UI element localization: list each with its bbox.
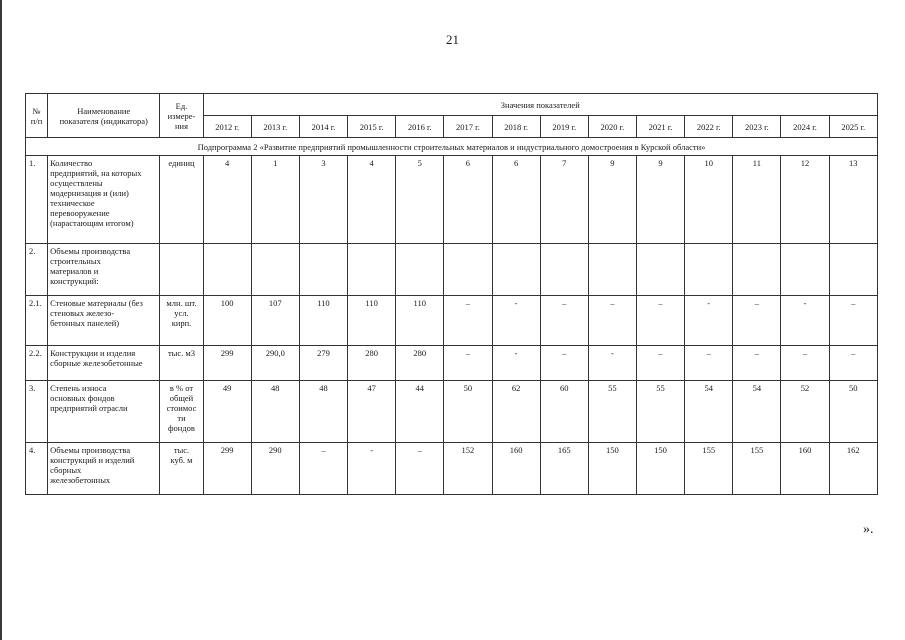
indicator-value: 160 [781, 443, 829, 495]
indicator-value [251, 244, 299, 296]
indicator-name: Конструкции и изделия сборные железобетонные [48, 346, 160, 381]
indicator-value: 290,0 [251, 346, 299, 381]
table-row [26, 156, 878, 244]
table-row [26, 346, 878, 381]
indicator-value: 152 [444, 443, 492, 495]
indicator-value: 155 [733, 443, 781, 495]
indicator-value: 4 [348, 156, 396, 244]
indicator-value: 9 [588, 156, 636, 244]
indicator-value: – [299, 443, 347, 495]
indicator-value [348, 244, 396, 296]
indicator-value: 160 [492, 443, 540, 495]
indicator-value: 52 [781, 381, 829, 443]
indicator-value: – [444, 296, 492, 346]
indicator-value: 60 [540, 381, 588, 443]
indicator-value: 162 [829, 443, 877, 495]
indicator-value: 6 [444, 156, 492, 244]
indicator-value: 150 [636, 443, 684, 495]
table-row [26, 296, 878, 346]
indicator-value: 54 [685, 381, 733, 443]
header-year: 2019 г. [540, 116, 588, 138]
indicator-value: 280 [396, 346, 444, 381]
indicator-value [829, 244, 877, 296]
indicator-value: 62 [492, 381, 540, 443]
header-year: 2016 г. [396, 116, 444, 138]
unit-of-measure [160, 244, 203, 296]
indicator-value: 107 [251, 296, 299, 346]
indicator-value: 55 [636, 381, 684, 443]
indicator-value [733, 244, 781, 296]
indicator-name: Степень износа основных фондов предприятий отрасли [48, 381, 160, 443]
scan-edge [0, 0, 2, 640]
indicator-value [636, 244, 684, 296]
indicator-value: – [540, 296, 588, 346]
unit-of-measure: в % от общей стоимос ти фондов [160, 381, 203, 443]
indicator-value: - [588, 346, 636, 381]
indicator-value [299, 244, 347, 296]
header-year: 2018 г. [492, 116, 540, 138]
indicator-value: 4 [203, 156, 251, 244]
subprogram-title: Подпрограмма 2 «Развитие предприятий промышленности строительных материалов и индустриального домостроения в Курской области» [26, 138, 878, 156]
indicator-value [540, 244, 588, 296]
indicator-value: 165 [540, 443, 588, 495]
indicator-value: 110 [299, 296, 347, 346]
header-year: 2012 г. [203, 116, 251, 138]
row-number: 3. [26, 381, 48, 443]
indicator-value: - [685, 296, 733, 346]
indicator-value: 12 [781, 156, 829, 244]
indicator-value: 10 [685, 156, 733, 244]
header-year: 2014 г. [299, 116, 347, 138]
indicators-table [25, 93, 878, 495]
indicator-value: 47 [348, 381, 396, 443]
indicator-value: 1 [251, 156, 299, 244]
header-unit: Ед. измере- ния [160, 94, 203, 138]
indicator-value: – [588, 296, 636, 346]
indicator-value [685, 244, 733, 296]
indicator-value [781, 244, 829, 296]
closing-mark: ». [863, 522, 874, 537]
subprogram-row [26, 138, 878, 156]
indicator-value: - [781, 296, 829, 346]
header-year: 2020 г. [588, 116, 636, 138]
indicator-value: – [733, 296, 781, 346]
header-values-title: Значения показателей [203, 94, 877, 116]
table-row [26, 244, 878, 296]
indicator-value: – [444, 346, 492, 381]
indicator-name: Стеновые материалы (без стеновых железо- бетонных панелей) [48, 296, 160, 346]
indicator-value: – [829, 296, 877, 346]
indicator-value: 110 [396, 296, 444, 346]
indicator-value: 48 [299, 381, 347, 443]
indicator-value [444, 244, 492, 296]
indicator-value: 6 [492, 156, 540, 244]
indicator-value: 279 [299, 346, 347, 381]
indicator-value [396, 244, 444, 296]
indicator-value: 55 [588, 381, 636, 443]
indicator-value [203, 244, 251, 296]
indicator-value: 155 [685, 443, 733, 495]
header-year: 2015 г. [348, 116, 396, 138]
indicator-value: – [781, 346, 829, 381]
indicator-value [588, 244, 636, 296]
page-number: 21 [446, 32, 459, 47]
indicator-value: 100 [203, 296, 251, 346]
header-year: 2021 г. [636, 116, 684, 138]
table-row [26, 381, 878, 443]
header-year: 2013 г. [251, 116, 299, 138]
indicator-value: - [492, 346, 540, 381]
indicator-value: – [636, 296, 684, 346]
unit-of-measure: тыс. куб. м [160, 443, 203, 495]
indicator-value: – [396, 443, 444, 495]
row-number: 4. [26, 443, 48, 495]
indicator-value: – [733, 346, 781, 381]
indicator-value: – [829, 346, 877, 381]
indicator-value: 5 [396, 156, 444, 244]
indicator-value: – [685, 346, 733, 381]
header-name: Наименование показателя (индикатора) [48, 94, 160, 138]
unit-of-measure: единиц [160, 156, 203, 244]
header-num: № п/п [26, 94, 48, 138]
indicator-value: 9 [636, 156, 684, 244]
indicator-value: 50 [829, 381, 877, 443]
indicator-name: Количество предприятий, на которых осуществлены модернизация и (или) техническое перевооружение (нарастающим итогом) [48, 156, 160, 244]
indicator-value: 299 [203, 443, 251, 495]
row-number: 2. [26, 244, 48, 296]
header-year: 2024 г. [781, 116, 829, 138]
indicator-value: 290 [251, 443, 299, 495]
indicator-value: 150 [588, 443, 636, 495]
row-number: 1. [26, 156, 48, 244]
header-year: 2017 г. [444, 116, 492, 138]
indicator-value: 49 [203, 381, 251, 443]
header-year: 2025 г. [829, 116, 877, 138]
indicator-name: Объемы производства строительных материалов и конструкций: [48, 244, 160, 296]
indicator-value: 299 [203, 346, 251, 381]
header-year: 2022 г. [685, 116, 733, 138]
indicator-value: 7 [540, 156, 588, 244]
indicator-value: - [348, 443, 396, 495]
row-number: 2.2. [26, 346, 48, 381]
indicator-value: 54 [733, 381, 781, 443]
indicator-value: - [492, 296, 540, 346]
indicator-value: – [540, 346, 588, 381]
indicator-value: – [636, 346, 684, 381]
indicator-value: 50 [444, 381, 492, 443]
indicator-name: Объемы производства конструкций и изделий сборных железобетонных [48, 443, 160, 495]
indicator-value: 48 [251, 381, 299, 443]
indicator-value: 13 [829, 156, 877, 244]
header-year: 2023 г. [733, 116, 781, 138]
indicator-value: 280 [348, 346, 396, 381]
indicator-value [492, 244, 540, 296]
indicator-value: 110 [348, 296, 396, 346]
table-row [26, 443, 878, 495]
indicator-value: 11 [733, 156, 781, 244]
header-row [26, 94, 878, 116]
row-number: 2.1. [26, 296, 48, 346]
indicator-value: 44 [396, 381, 444, 443]
indicator-value: 3 [299, 156, 347, 244]
unit-of-measure: тыс. м3 [160, 346, 203, 381]
unit-of-measure: млн. шт. усл. кирп. [160, 296, 203, 346]
